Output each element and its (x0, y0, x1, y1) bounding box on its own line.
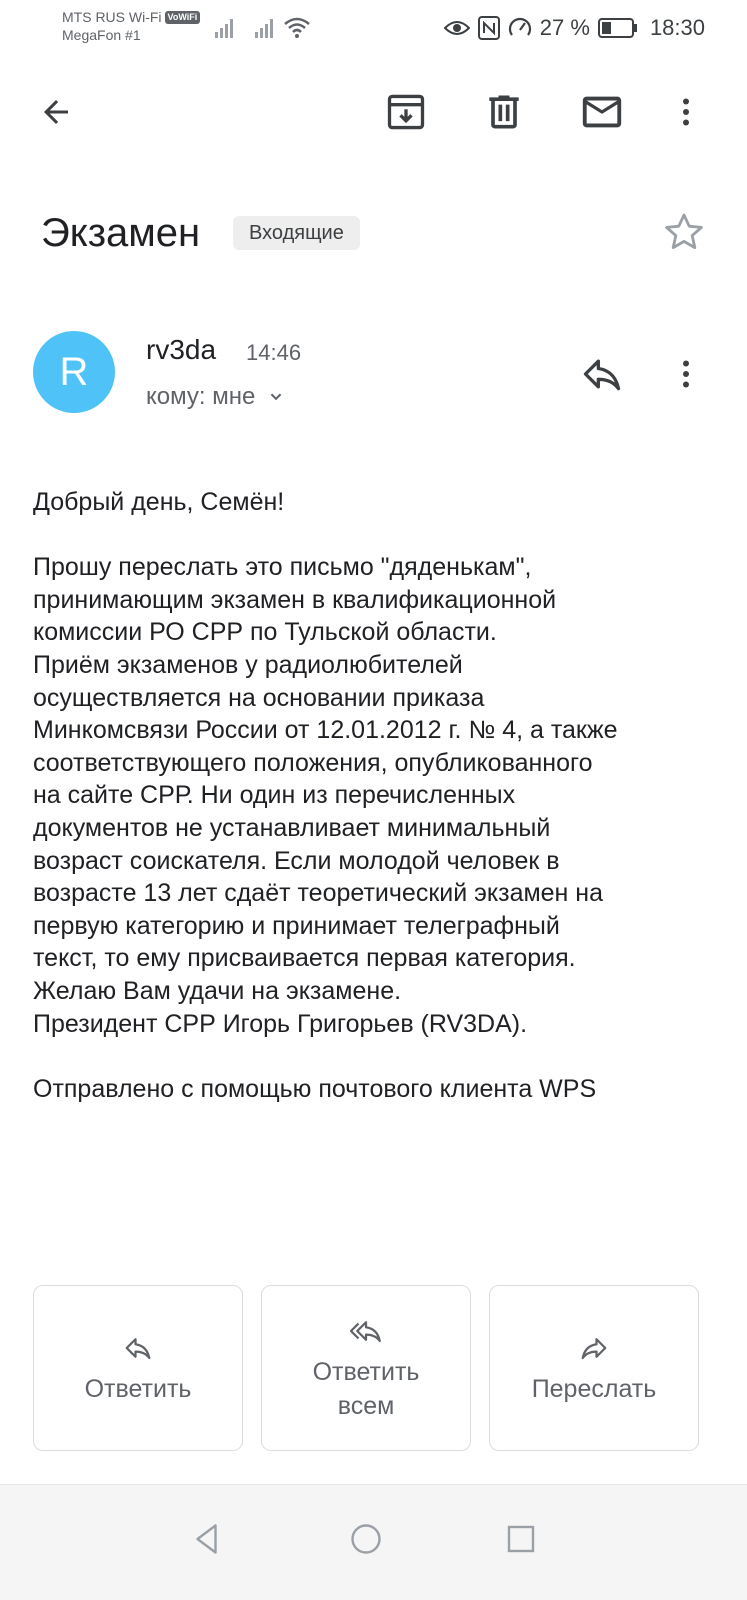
body-line: осуществляется на основании приказа (33, 683, 485, 712)
reply-all-button[interactable] (261, 1285, 471, 1451)
body-line: Прошу переслать это письмо "дяденькам", (33, 553, 532, 582)
recipient-label: кому: мне (146, 383, 256, 410)
carrier-name-2: MegaFon #1 (62, 27, 141, 43)
body-line: на сайте СРР. Ни один из перечисленных (33, 781, 516, 810)
body-line: документов не устанавливает минимальный (33, 813, 551, 842)
chevron-down-icon (265, 386, 287, 408)
avatar[interactable]: R (33, 331, 115, 413)
nav-recents-icon (503, 1521, 539, 1557)
nfc-icon (478, 16, 500, 40)
nav-recents-button[interactable] (491, 1509, 551, 1569)
label-chip-inbox[interactable]: Входящие (233, 216, 360, 250)
reply-label: Ответить (84, 1375, 192, 1403)
archive-button[interactable] (376, 82, 436, 142)
top-app-bar (0, 70, 747, 154)
body-line: комиссии РО СРР по Тульской области. (33, 618, 497, 647)
body-line: Минкомсвязи России от 12.01.2012 г. № 4, а также (33, 716, 618, 745)
clock: 18:30 (649, 15, 705, 40)
signature: Отправлено с помощью почтового клиента WPS (33, 1074, 597, 1103)
forward-button[interactable] (489, 1285, 699, 1451)
reply-button[interactable] (574, 346, 630, 402)
more-vert-icon (668, 94, 704, 130)
carrier-name: MTS RUS Wi-Fi (62, 9, 162, 25)
nav-back-button[interactable] (178, 1509, 238, 1569)
forward-label: Переслать (531, 1375, 657, 1403)
more-vert-icon (668, 356, 704, 392)
sender-name: rv3da (146, 334, 217, 365)
reply-icon (580, 352, 624, 396)
nav-back-icon (190, 1521, 226, 1557)
battery-icon (598, 17, 638, 39)
reply-actions (33, 1285, 700, 1451)
body-line: Президент СРР Игорь Григорьев (RV3DA). (33, 1009, 528, 1038)
carrier-info (62, 8, 200, 44)
signal-icons (215, 14, 315, 40)
reply-icon (121, 1333, 155, 1363)
delete-button[interactable] (474, 82, 534, 142)
system-nav-bar (0, 1484, 747, 1600)
reply-all-icon (347, 1316, 385, 1346)
vowifi-badge: VoWiFi (165, 11, 201, 24)
reply-action-button[interactable] (33, 1285, 243, 1451)
email-subject: Экзамен (41, 211, 201, 255)
signal-icon (215, 14, 315, 40)
email-body (33, 486, 713, 1105)
forward-icon (577, 1333, 611, 1363)
delete-icon (482, 90, 526, 134)
body-line: возраст соискателя. Если молодой человек в (33, 846, 560, 875)
body-line: Желаю Вам удачи на экзамене. (33, 976, 402, 1005)
status-right (444, 12, 705, 44)
more-options-button[interactable] (656, 82, 716, 142)
star-icon (660, 208, 708, 256)
mark-unread-button[interactable] (572, 82, 632, 142)
recipient-details[interactable] (146, 380, 287, 414)
nav-home-button[interactable] (336, 1509, 396, 1569)
mark-unread-icon (579, 89, 625, 135)
body-line: принимающим экзамен в квалификационной (33, 585, 557, 614)
body-line: текст, то ему присваивается первая категория. (33, 944, 576, 973)
star-button[interactable] (660, 208, 708, 256)
status-bar (0, 0, 747, 56)
battery-percent: 27 % (539, 15, 590, 40)
sender-time: 14:46 (246, 340, 302, 365)
back-button[interactable] (26, 82, 86, 142)
body-line: Приём экзаменов у радиолюбителей (33, 650, 463, 679)
reply-all-label-2: всем (337, 1392, 395, 1420)
back-arrow-icon (38, 94, 74, 130)
message-more-button[interactable] (658, 346, 714, 402)
archive-icon (384, 90, 428, 134)
reply-all-label-1: Ответить (312, 1358, 420, 1386)
body-line: соответствующего положения, опубликованного (33, 748, 593, 777)
body-line: первую категорию и принимает телеграфный (33, 911, 560, 940)
greeting: Добрый день, Семён! (33, 488, 285, 516)
body-line: возрасте 13 лет сдаёт теоретический экзамен на (33, 879, 604, 908)
speedometer-icon (508, 16, 532, 40)
nav-home-icon (348, 1521, 384, 1557)
eye-icon (444, 18, 470, 38)
